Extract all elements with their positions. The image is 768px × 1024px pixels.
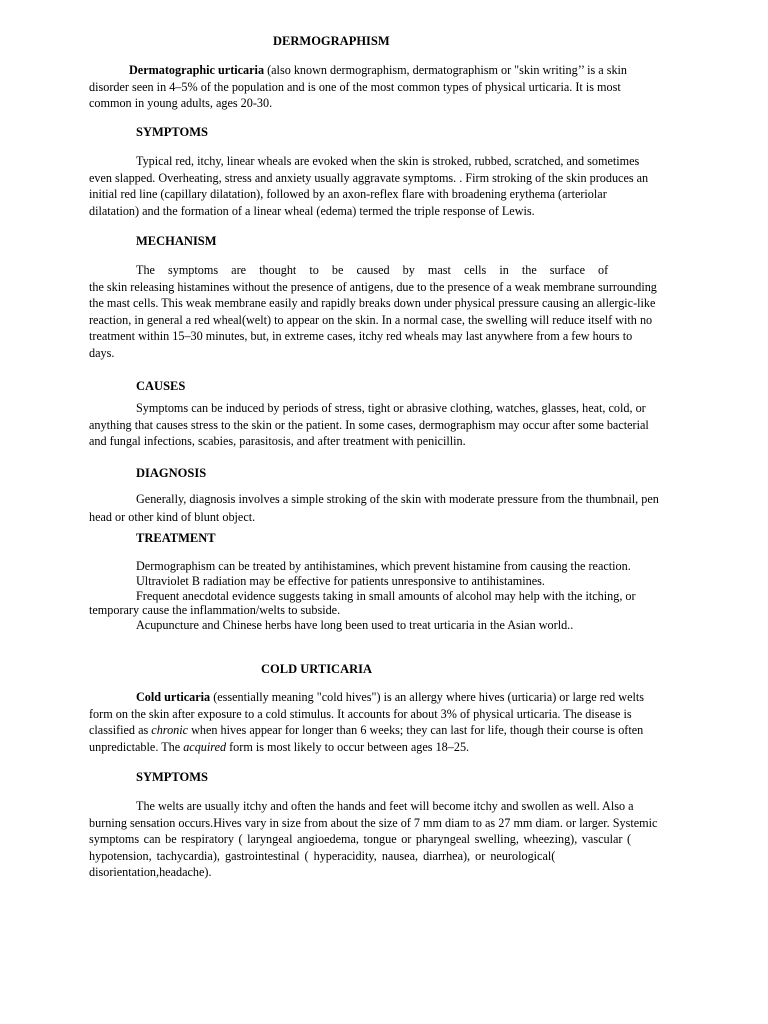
cold-intro-paragraph (89, 689, 679, 755)
mechanism-line: the mast cells. This weak membrane easily and rapidly breaks down under physical pressure causing an allergic-like (89, 296, 656, 311)
symptoms-line: Typical red, itchy, linear wheals are evoked when the skin is stroked, rubbed, scratched, and sometimes (136, 154, 640, 168)
intro-term: Dermatographic urticaria (129, 63, 265, 77)
treatment-line: Dermographism can be treated by antihistamines, which prevent histamine from causing the reaction. (136, 559, 631, 573)
mechanism-line: the skin releasing histamines without the presence of antigens, due to the presence of a weak membrane surrounding (89, 279, 657, 294)
cold-symptoms-line: disorientation,headache). (89, 865, 212, 880)
document-title-cold-urticaria: COLD URTICARIA (261, 662, 373, 676)
intro-line-3: common in young adults, ages 20-30. (89, 96, 273, 111)
cold-symptoms-line: symptoms can be respiratory ( laryngeal angioedema, tongue or pharyngeal swelling, wheezing), vascular ( (89, 832, 632, 847)
treatment-line: Ultraviolet B radiation may be effective for patients unresponsive to antihistamines. (136, 573, 545, 588)
treatment-paragraph (89, 559, 679, 633)
cold-intro-text: classified as (89, 723, 152, 738)
cold-intro-line-2: form on the skin after exposure to a cold stimulus. It accounts for about 3% of physical urticaria. The disease is (89, 706, 632, 721)
cold-symptoms-line: The welts are usually itchy and often the hands and feet will become itchy and swollen as well. Also a (136, 799, 634, 813)
causes-paragraph (89, 400, 679, 450)
cold-symptoms-line: burning sensation occurs.Hives vary in size from about the size of 7 mm diam to as 27 mm diam. or larger. Systemic (89, 815, 658, 830)
heading-treatment: TREATMENT (136, 531, 216, 545)
cold-intro-text: when hives appear for longer than 6 weeks; they can last for life, though their course is often (188, 723, 644, 738)
symptoms-line: dilatation) and the formation of a linear wheal (edema) termed the triple response of Lewis. (89, 203, 535, 218)
mechanism-paragraph (89, 262, 679, 362)
intro-line-1-text: (also known dermographism, dermatographism or "skin writing’’ is a skin (264, 63, 628, 77)
heading-symptoms: SYMPTOMS (136, 125, 208, 139)
causes-line: and fungal infections, scabies, parasitosis, and after treatment with penicillin. (89, 434, 466, 449)
heading-symptoms-cold: SYMPTOMS (136, 770, 208, 784)
mechanism-line: treatment within 15–30 minutes, but, in extreme cases, itchy red wheals may last anywhere from a few hours to (89, 329, 633, 344)
cold-intro-line-4 (89, 739, 679, 756)
cold-intro-text: form is most likely to occur between ages 18–25. (226, 739, 470, 754)
cold-intro-line-1-text: (essentially meaning "cold hives") is an allergy where hives (urticaria) or large red welts (210, 690, 645, 704)
cold-intro-text: unpredictable. The (89, 739, 184, 754)
intro-line-1 (89, 62, 679, 79)
mechanism-line: days. (89, 345, 115, 360)
treatment-line: Acupuncture and Chinese herbs have long been used to treat urticaria in the Asian world.. (136, 618, 574, 633)
cold-intro-term: Cold urticaria (136, 690, 211, 704)
cold-intro-italic-chronic: chronic (151, 723, 189, 738)
document-title-dermographism: DERMOGRAPHISM (273, 34, 390, 48)
heading-mechanism: MECHANISM (136, 234, 217, 248)
causes-line: anything that causes stress to the skin or the patient. In some cases, dermographism may occur after some bacterial (89, 417, 649, 432)
cold-intro-line-1 (89, 689, 679, 706)
causes-line: Symptoms can be induced by periods of stress, tight or abrasive clothing, watches, glasses, heat, cold, or (136, 401, 646, 415)
symptoms-paragraph (89, 153, 679, 219)
intro-paragraph (89, 62, 679, 112)
mechanism-line: reaction, in general a red wheal(welt) to appear on the skin. In a normal case, the swelling will reduce itself with no (89, 312, 653, 327)
treatment-line: Frequent anecdotal evidence suggests taking in small amounts of alcohol may help with the itching, or (136, 588, 636, 603)
intro-line-2: disorder seen in 4–5% of the population and is one of the most common types of physical urticaria. It is most (89, 79, 621, 94)
cold-intro-line-3 (89, 722, 679, 739)
heading-causes: CAUSES (136, 379, 186, 393)
heading-diagnosis: DIAGNOSIS (136, 466, 207, 480)
cold-symptoms-paragraph (89, 798, 679, 881)
symptoms-line: even slapped. Overheating, stress and anxiety usually aggravate symptoms. . Firm stroking of the skin produces an (89, 170, 649, 185)
diagnosis-line: head or other kind of blunt object. (89, 510, 256, 524)
cold-symptoms-line: hypotension, tachycardia), gastrointestinal ( hyperacidity, nausea, diarrhea), or neurological( (89, 848, 556, 863)
cold-intro-italic-acquired: acquired (183, 739, 227, 754)
symptoms-line: initial red line (capillary dilatation), followed by an axon-reflex flare with broadening erythema (arteriolar (89, 187, 607, 202)
diagnosis-paragraph (89, 490, 679, 526)
mechanism-line: The symptoms are thought to be caused by mast cells in the surface of (136, 263, 609, 277)
diagnosis-line: Generally, diagnosis involves a simple stroking of the skin with moderate pressure from the thumbnail, pen (136, 492, 659, 506)
treatment-line: temporary cause the inflammation/welts to subside. (89, 603, 341, 618)
